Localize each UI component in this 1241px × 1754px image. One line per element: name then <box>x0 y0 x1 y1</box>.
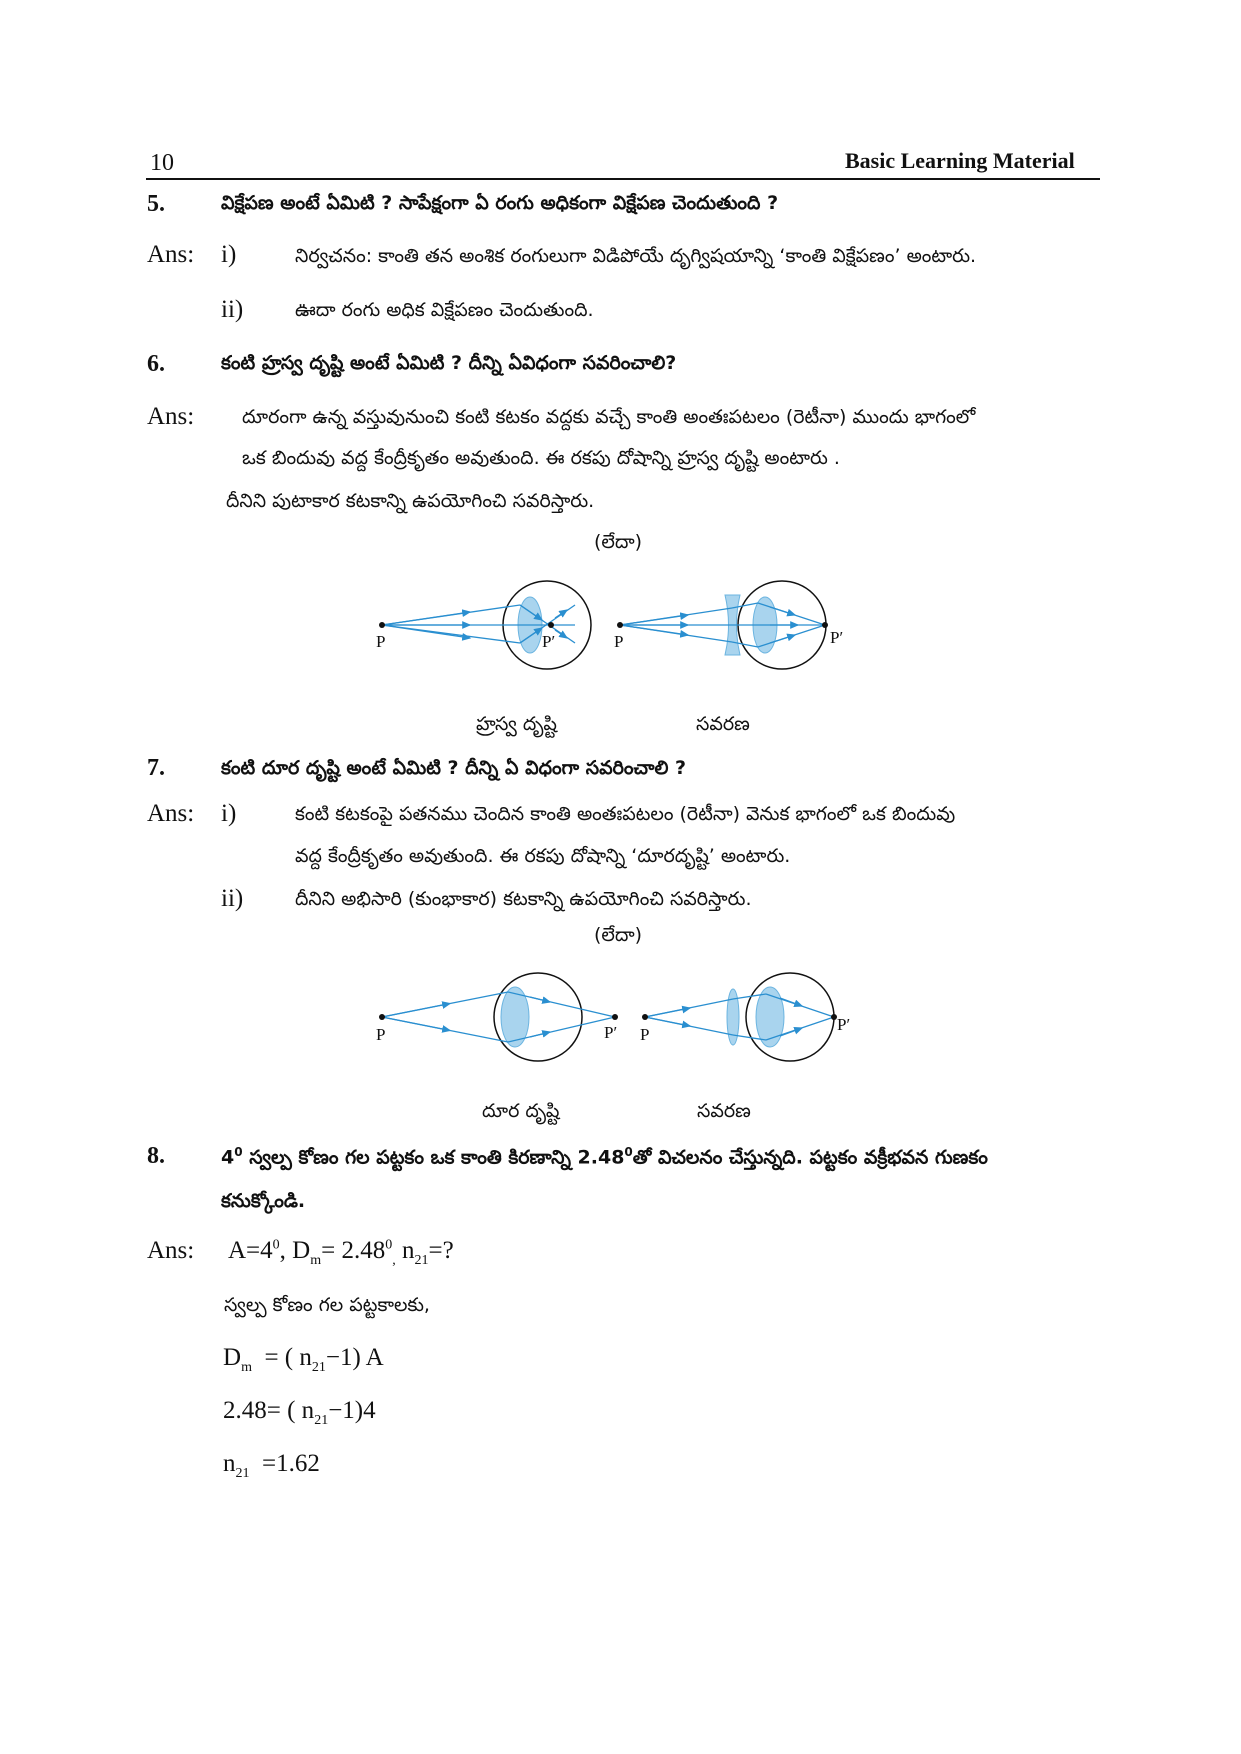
convex-lens <box>727 989 739 1045</box>
hypermetropia-figure <box>370 968 890 1073</box>
myopia-figure <box>370 575 890 685</box>
q7-question: కంటి దూర దృష్టి అంటే ఏమిటి ? దీన్ని ఏ విధంగా సవరించాలి ? <box>221 757 687 779</box>
q8-question-mid: స్వల్ప కోణం గల పట్టకం ఒక కాంతి కిరణాన్ని 2.48 <box>242 1146 625 1169</box>
header-rule <box>146 178 1100 180</box>
label-p: P <box>376 632 386 651</box>
q6-fig-left-caption: హ్రస్వ దృష్టి <box>476 713 557 735</box>
q6-or: (లేదా) <box>594 531 643 553</box>
light-rays <box>382 992 618 1042</box>
given-dm-value: = 2.48 <box>321 1237 386 1264</box>
q8-angle-degree: 0 <box>234 1145 243 1159</box>
label-p: P <box>376 1025 386 1044</box>
q8-equation-3 <box>223 1450 320 1482</box>
q5-i-text: నిర్వచనం: కాంతి తన అంశిక రంగులుగా విడిపోయే దృగ్విషయాన్ని ‘కాంతి విక్షేపణం’ అంటారు. <box>295 245 977 267</box>
q8-question-line2: కనుక్కోండి. <box>221 1190 306 1212</box>
q5-ii-label: ii) <box>221 296 244 323</box>
focus-point <box>548 622 554 628</box>
label-p-prime: P′ <box>837 1015 851 1034</box>
focus-point <box>612 1014 618 1020</box>
q6-line2: ఒక బిందువు వద్ద కేంద్రీకృతం అవుతుంది. ఈ రకపు దోషాన్ని హ్రస్వ దృష్టి అంటారు . <box>242 447 840 469</box>
q6-number: 6. <box>147 351 165 377</box>
q8-number: 8. <box>147 1143 165 1169</box>
q7-ans-label: Ans: <box>147 800 195 827</box>
given-n-sub: 21 <box>414 1253 429 1268</box>
eq1-d-sub: m <box>241 1360 252 1375</box>
myopia-eye-diagram <box>376 581 591 669</box>
given-n-value: =? <box>428 1237 454 1264</box>
eq1-d: D <box>223 1344 242 1371</box>
light-rays <box>620 603 825 647</box>
q5-question: విక్షేపణ అంటే ఏమిటి ? సాపేక్షంగా ఏ రంగు అధికంగా విక్షేపణ చెందుతుంది ? <box>221 192 779 214</box>
given-a: A=4 <box>228 1237 273 1264</box>
q8-angle-value: 4 <box>221 1146 235 1169</box>
q8-question-line1 <box>221 1145 988 1173</box>
given-dm-sub: m <box>310 1253 322 1268</box>
point-p <box>379 622 385 628</box>
q8-small-angle-text: స్వల్ప కోణం గల పట్టకాలకు, <box>224 1294 430 1316</box>
q8-equation-1 <box>223 1344 384 1376</box>
q8-equation-2 <box>223 1397 376 1429</box>
eq2-start: 2.48= ( n <box>223 1397 315 1424</box>
point-p <box>617 622 623 628</box>
q5-number: 5. <box>147 191 165 217</box>
q5-ans-label: Ans: <box>147 241 195 268</box>
point-p <box>379 1014 385 1020</box>
hypermetropia-eye-diagram <box>376 973 618 1061</box>
q6-fig-right-caption: సవరణ <box>696 713 750 735</box>
point-p <box>642 1014 648 1020</box>
eq2-n-sub: 21 <box>314 1413 329 1428</box>
page-number: 10 <box>150 150 174 176</box>
q7-i-line2: వద్ద కేంద్రీకృతం అవుతుంది. ఈ రకపు దోషాన్ని ‘దూరదృష్టి’ అంటారు. <box>295 845 791 867</box>
eq1-end: −1) A <box>325 1344 384 1371</box>
q6-question: కంటి హ్రస్వ దృష్టి అంటే ఏమిటి ? దీన్ని ఏవిధంగా సవరించాలి? <box>221 352 677 374</box>
hypermetropia-correction-diagram <box>640 973 850 1061</box>
given-dm: , D <box>279 1237 311 1264</box>
q7-i-label: i) <box>221 800 237 827</box>
given-n: n <box>395 1237 415 1264</box>
q7-i-line1: కంటి కటకంపై పతనము చెందిన కాంతి అంతఃపటలం (రెటీనా) వెనుక భాగంలో ఒక బిందువు <box>295 803 956 825</box>
q7-ii-label: ii) <box>221 885 244 912</box>
label-p: P <box>614 632 624 651</box>
label-p-prime: P′ <box>830 628 844 647</box>
eq3-end: =1.62 <box>249 1450 320 1477</box>
q8-given-values <box>228 1237 454 1269</box>
q8-ans-label: Ans: <box>147 1237 195 1264</box>
eq1-n-sub: 21 <box>311 1360 326 1375</box>
q7-or: (లేదా) <box>594 924 643 946</box>
myopia-correction-diagram <box>614 581 843 669</box>
eq2-end: −1)4 <box>328 1397 376 1424</box>
q6-ans-label: Ans: <box>147 403 195 430</box>
eq1-mid: = ( n <box>251 1344 312 1371</box>
header-title: Basic Learning Material <box>845 148 1075 173</box>
label-p-prime: P′ <box>542 632 556 651</box>
q8-question-end: తో విచలనం చేస్తున్నది. పట్టకం వక్రీభవన గుణకం <box>632 1146 988 1169</box>
label-p: P <box>640 1025 650 1044</box>
q5-i-label: i) <box>221 241 237 268</box>
given-comma: , <box>392 1253 396 1268</box>
q7-number: 7. <box>147 755 165 781</box>
q6-line3: దీనిని పుటాకార కటకాన్ని ఉపయోగించి సవరిస్తారు. <box>226 490 595 512</box>
q7-ii-text: దీనిని అభిసారి (కుంభాకార) కటకాన్ని ఉపయోగించి సవరిస్తారు. <box>295 888 752 910</box>
eq3-n: n <box>223 1450 236 1477</box>
given-dm-degree: 0 <box>385 1237 393 1253</box>
eq3-n-sub: 21 <box>235 1466 250 1481</box>
q7-fig-left-caption: దూర దృష్టి <box>482 1100 560 1122</box>
given-a-degree: 0 <box>272 1237 280 1253</box>
focus-point <box>822 622 828 628</box>
q8-deviation-degree: 0 <box>624 1145 633 1159</box>
q5-ii-text: ఊదా రంగు అధిక విక్షేపణం చెందుతుంది. <box>295 299 594 321</box>
label-p-prime: P′ <box>604 1023 618 1042</box>
q6-line1: దూరంగా ఉన్న వస్తువునుంచి కంటి కటకం వద్దకు వచ్చే కాంతి అంతఃపటలం (రెటీనా) ముందు భాగంలో <box>242 406 976 428</box>
q7-fig-right-caption: సవరణ <box>697 1100 751 1122</box>
